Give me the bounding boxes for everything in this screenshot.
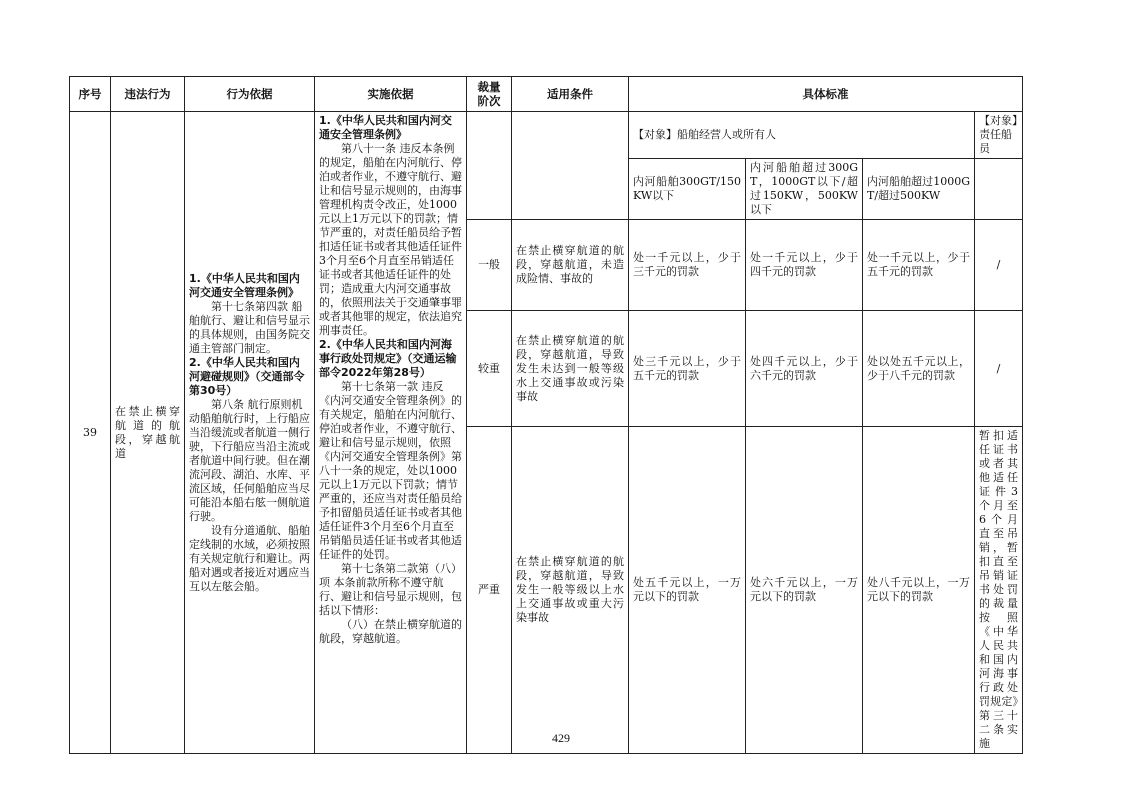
- basis-paragraph: 设有分道通航、船舶定线制的水域，必须按照有关规定航行和避让。两船对遇或者接近对遇应当互以左舷会船。: [189, 523, 310, 593]
- object-row: [70, 112, 1023, 159]
- sub-header-1: 内河船舶300GT/150KW以下: [629, 159, 746, 220]
- basis-heading: 1.《中华人民共和国内河交通安全管理条例》: [189, 271, 300, 299]
- standard-cell: 处一千元以上，少于五千元的罚款: [863, 220, 975, 311]
- level-label: 一般: [467, 220, 512, 311]
- impl-paragraph: 第十七条第二款第（八）项 本条前款所称不遵守航行、避让和信号显示规则，包括以下情形：: [319, 562, 462, 617]
- basis-paragraph: 第十七条第四款 船舶航行、避让和信号显示的具体规则，由国务院交通主管部门制定。: [189, 299, 310, 355]
- cond-empty-cell: [512, 112, 629, 220]
- condition-cell: 在禁止横穿航道的航段，穿越航道，导致发生一般等级以上水上交通事故或重大污染事故: [512, 427, 629, 754]
- impl-heading: 2.《中华人民共和国内河海事行政处罚规定》（交通运输部令2022年第28号）: [319, 338, 457, 379]
- impl-cell: [315, 112, 467, 754]
- standard-cell: 处三千元以上，少于五千元的罚款: [629, 311, 746, 427]
- impl-paragraph: 第八十一条 违反本条例的规定，船舶在内河航行、停泊或者作业，不遵守航行、避让和信号显示规则的，由海事管理机构责令改正，处1000元以上1万元以下的罚款；情节严重的，对责任船员给予暂扣适任证书或者其他适任证件3个月至6个月直至吊销适任证书或者其他适任证件的处罚；造成重大内河交通事故的，依照刑法关于交通肇事罪或者其他罪的规定，依法追究刑事责任。: [319, 142, 462, 337]
- impl-heading: 1.《中华人民共和国内河交通安全管理条例》: [319, 114, 452, 141]
- crew-standard-cell: 暂扣适任证书或者其他适任证件3个月至6个月直至吊销，暂扣直至吊销证书处罚的裁量按照《中华人民共和国内河海事行政处罚规定》第三十二条实施: [975, 427, 1023, 754]
- sub-header-empty: [975, 159, 1023, 220]
- header-basis: 行为依据: [185, 77, 315, 112]
- basis-cell: [185, 112, 315, 754]
- standard-cell: 处四千元以上，少于六千元的罚款: [746, 311, 863, 427]
- header-std: 具体标准: [629, 77, 1023, 112]
- level-label: 严重: [467, 427, 512, 754]
- crew-standard-cell: /: [975, 311, 1023, 427]
- behavior-cell: 在禁止横穿航道的航段，穿越航道: [111, 112, 185, 754]
- standard-cell: 处一千元以上，少于四千元的罚款: [746, 220, 863, 311]
- basis-heading: 2.《中华人民共和国内河避碰规则》（交通部令第30号）: [189, 355, 305, 397]
- standard-cell: 处以处五千元以上，少于八千元的罚款: [863, 311, 975, 427]
- standard-cell: 处五千元以上，一万元以下的罚款: [629, 427, 746, 754]
- impl-paragraph: （八）在禁止横穿航道的航段，穿越航道。: [319, 618, 462, 645]
- header-impl: 实施依据: [315, 77, 467, 112]
- page-number: 429: [552, 731, 570, 745]
- header-no: 序号: [70, 77, 111, 112]
- basis-paragraph: 第八条 航行原则机动船舶航行时，上行船应当沿缓流或者航道一侧行驶，下行船应当沿主流或者航道中间行驶。但在潮流河段、湖泊、水库、平流区域，任何船舶应当尽可能沿本船右舷一侧航道行驶。: [189, 397, 310, 523]
- sub-header-2: 内河船舶超过300GT，1000GT以下/超过150KW，500KW以下: [746, 159, 863, 220]
- header-cond: 适用条件: [512, 77, 629, 112]
- object-crew: 【对象】责任船员: [975, 112, 1023, 159]
- row-number: 39: [70, 112, 111, 754]
- level-label: 较重: [467, 311, 512, 427]
- header-level: 裁量 阶次: [467, 77, 512, 112]
- crew-standard-cell: /: [975, 220, 1023, 311]
- header-behavior: 违法行为: [111, 77, 185, 112]
- standard-cell: 处六千元以上，一万元以下的罚款: [746, 427, 863, 754]
- level-empty-cell: [467, 112, 512, 220]
- impl-paragraph: 第十七条第一款 违反《内河交通安全管理条例》的有关规定，船舶在内河航行、停泊或者作业，不遵守航行、避让和信号显示规则，依照《内河交通安全管理条例》第八十一条的规定，处以1000元以上1万元以下罚款；情节严重的，还应当对责任船员给予扣留船员适任证书或者其他适任证件3个月至6个月直至吊销船员适任证书或者其他适任证件的处罚。: [319, 380, 462, 561]
- header-row: [70, 77, 1023, 112]
- standard-cell: 处一千元以上，少于三千元的罚款: [629, 220, 746, 311]
- condition-cell: 在禁止横穿航道的航段，穿越航道，未造成险情、事故的: [512, 220, 629, 311]
- standard-cell: 处八千元以上，一万元以下的罚款: [863, 427, 975, 754]
- condition-cell: 在禁止横穿航道的航段，穿越航道，导致发生未达到一般等级水上交通事故或污染事故: [512, 311, 629, 427]
- object-owner: 【对象】船舶经营人或所有人: [629, 112, 975, 159]
- penalty-table: [69, 76, 1023, 754]
- sub-header-3: 内河船舶超过1000GT/超过500KW: [863, 159, 975, 220]
